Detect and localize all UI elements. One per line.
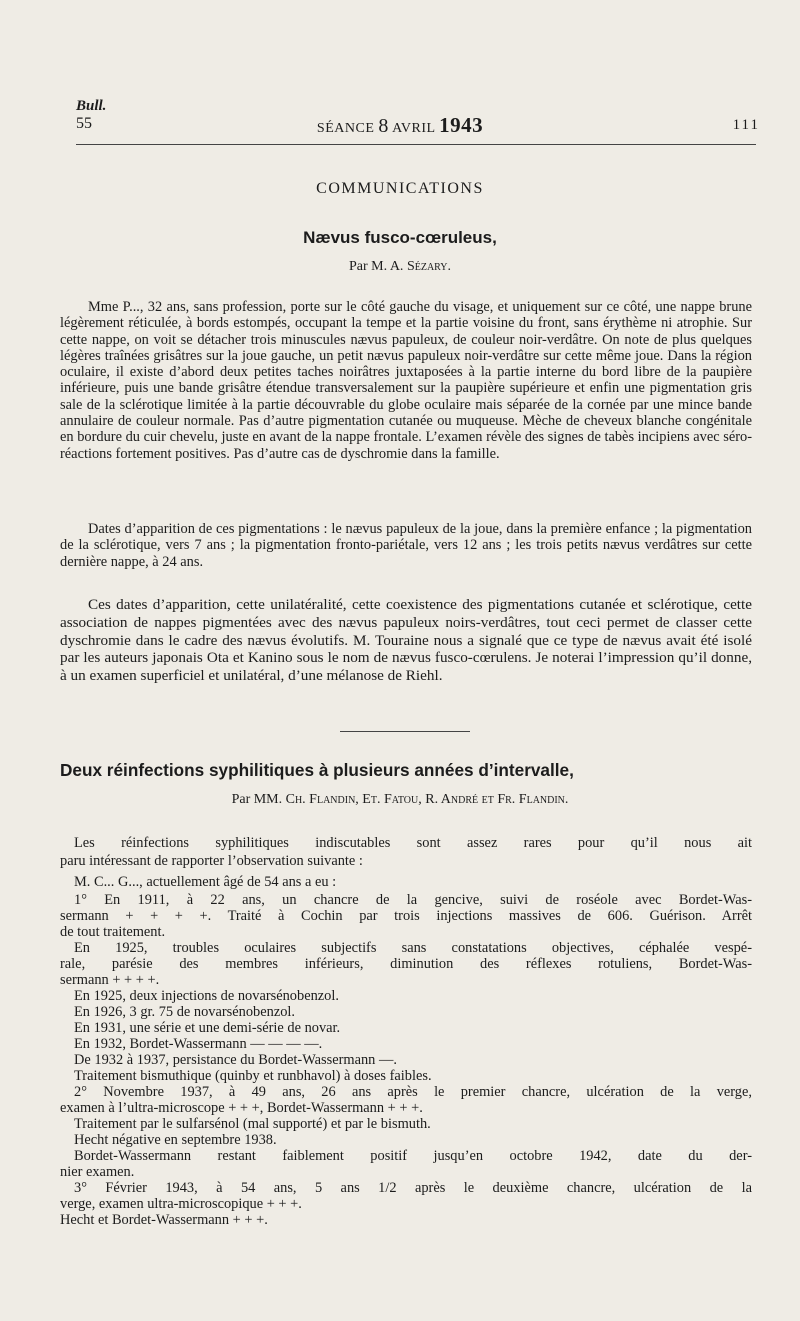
page-number-right: 111 xyxy=(732,117,760,133)
article2-line: M. C... G..., actuellement âgé de 54 ans a eu : xyxy=(74,874,337,890)
article2-line: 3° Février 1943, à 54 ans, 5 ans 1/2 après le deuxième chancre, ulcération de la xyxy=(74,1180,752,1196)
section-heading: COMMUNICATIONS xyxy=(316,180,484,197)
article1-paragraph-3: Ces dates d’apparition, cette unilatéralité, cette coexistence des pigmentations cutanée et sclérotique, cette association de nappes pigmentées avec des nævus papuleux noirs-verdâtres, tout ceci permet de classer cette dyschromie dans le cadre des nævus évolutifs. M. Touraine nous a signalé que ce type de nævus avait été isolé par les auteurs japonais Ota et Kanino sous le nom de nævus fusco-cœrulens. Je noterai l’impression qu’il donne, à un examen superficiel et unilatéral, d’une mélanose de Riehl. xyxy=(60,596,752,685)
byline-2-prefix: Par MM. xyxy=(231,792,283,807)
article-separator xyxy=(340,731,470,732)
running-header xyxy=(0,113,800,138)
bull-stamp: Bull. xyxy=(76,98,107,114)
seance-label: SÉANCE xyxy=(316,121,375,136)
article2-line: paru intéressant de rapporter l’observation suivante : xyxy=(60,853,363,869)
byline-author: Sézary. xyxy=(406,259,452,274)
article2-line: rale, parésie des membres inférieurs, diminution des réflexes rotuliens, Bordet-Was- xyxy=(60,956,752,972)
article2-line: sermann + + + +. Traité à Cochin par trois injections massives de 606. Guérison. Arrêt xyxy=(60,908,752,924)
article2-line: Hecht négative en septembre 1938. xyxy=(74,1132,277,1148)
byline-prefix: Par M. A. xyxy=(348,259,404,274)
article2-line: nier examen. xyxy=(60,1164,135,1180)
article2-line: En 1925, deux injections de novarsénobenzol. xyxy=(74,988,339,1004)
article2-line: examen à l’ultra-microscope + + +, Bordet-Wassermann + + +. xyxy=(60,1100,423,1116)
article2-line: Hecht et Bordet-Wassermann + + +. xyxy=(60,1212,268,1228)
seance-month: AVRIL xyxy=(392,121,436,136)
byline-2-authors: Ch. Flandin, Et. Fatou, R. André et Fr. Flandin. xyxy=(285,792,569,807)
article2-line: Traitement bismuthique (quinby et runbhavol) à doses faibles. xyxy=(74,1068,432,1084)
article2-line: En 1932, Bordet-Wassermann — — — —. xyxy=(74,1036,323,1052)
article2-line: En 1925, troubles oculaires subjectifs sans constatations objectives, céphalée vespé- xyxy=(74,940,752,956)
seance-day: 8 xyxy=(378,115,389,137)
article2-line: En 1931, une série et une demi-série de novar. xyxy=(74,1020,341,1036)
article2-line: De 1932 à 1937, persistance du Bordet-Wassermann —. xyxy=(74,1052,397,1068)
article2-line: de tout traitement. xyxy=(60,924,166,940)
article2-line: Traitement par le sulfarsénol (mal supporté) et par le bismuth. xyxy=(74,1116,431,1132)
article1-paragraph-1: Mme P..., 32 ans, sans profession, porte sur le côté gauche du visage, et uniquement sur ce côté, une nappe brune légèrement réticulée, à bords estompés, occupant la tempe et la partie voisine du front, sans érythème ni atrophie. Sur cette nappe, on voit se détacher trois minuscules nævus papuleux, de couleur noir-verdâtre. On note de plus quelques légères traînées grisâtres sur la joue gauche, un petit nævus papuleux noir-verdâtre sur cette même joue. Dans la région oculaire, il existe d’abord deux petites taches noirâtres juxtaposées à la partie interne du bord libre de la paupière inférieure, puis une bande grisâtre étendue transversalement sur la paupière supérieure et enfin une pigmentation gris sale de la sclérotique limitée à la partie découvrable du globe oculaire mais séparée de la cornée par une mince bande annulaire de couleur normale. Pas d’autre pigmentation cutanée ou muqueuse. Mèche de cheveux blanche congénitale en bordure du cuir chevelu, juste en avant de la nappe frontale. L’examen révèle des signes de tabès incipiens avec séro-réactions fortement positives. Pas d’autre cas de dyschromie dans la famille. xyxy=(60,299,752,462)
article-title-1: Nævus fusco-cœruleus, xyxy=(303,228,497,247)
article1-paragraph-2: Dates d’apparition de ces pigmentations : le nævus papuleux de la joue, dans la première enfance ; la pigmentation de la sclérotique, vers 7 ans ; la pigmentation fronto-pariétale, vers 12 ans ; les trois petits nævus verdâtres sur cette dernière nappe, à 24 ans. xyxy=(60,521,752,570)
article2-line: Bordet-Wassermann restant faiblement positif jusqu’en octobre 1942, date du der- xyxy=(74,1148,752,1164)
header-rule xyxy=(76,144,756,145)
article2-line: En 1926, 3 gr. 75 de novarsénobenzol. xyxy=(74,1004,296,1020)
article-title-2: Deux réinfections syphilitiques à plusieurs années d’intervalle, xyxy=(60,760,574,780)
article2-line: verge, examen ultra-microscopique + + +. xyxy=(60,1196,302,1212)
article2-line: Les réinfections syphilitiques indiscutables sont assez rares pour qu’il nous ait xyxy=(74,835,752,851)
seance-year: 1943 xyxy=(439,113,484,137)
page-number-left: 55 xyxy=(76,115,92,132)
byline-1 xyxy=(0,259,800,275)
article2-line: sermann + + + +. xyxy=(60,972,160,988)
article2-line: 2° Novembre 1937, à 49 ans, 26 ans après le premier chancre, ulcération de la verge, xyxy=(74,1084,752,1100)
article2-line: 1° En 1911, à 22 ans, un chancre de la gencive, suivi de roséole avec Bordet-Was- xyxy=(74,892,752,908)
byline-2 xyxy=(0,792,800,808)
